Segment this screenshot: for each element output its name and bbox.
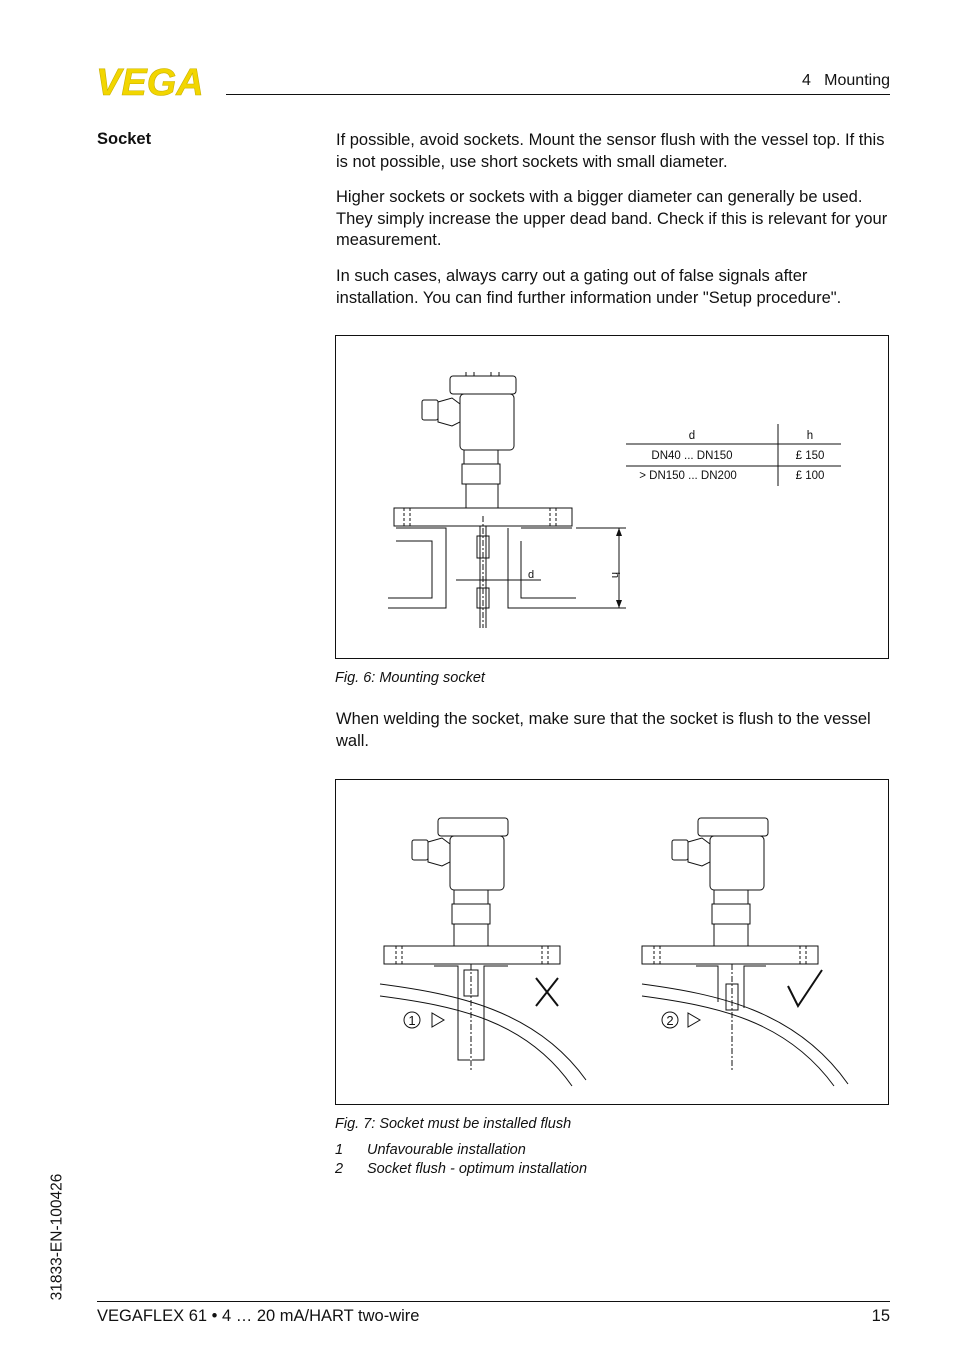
marker-2: 2 — [666, 1013, 674, 1028]
legend-item-1 — [335, 1142, 526, 1158]
figure-6-box — [335, 335, 889, 659]
legend-text: Unfavourable installation — [367, 1142, 526, 1158]
legend-text: Socket flush - optimum installation — [367, 1161, 588, 1177]
legend-number: 2 — [335, 1161, 344, 1177]
paragraph-4: When welding the socket, make sure that the socket is flush to the vessel wall. — [336, 710, 871, 750]
section-title: 4 Mounting — [801, 72, 890, 89]
footer-product: VEGAFLEX 61 • 4 … 20 mA/HART two-wire — [97, 1307, 420, 1325]
figure-6-caption: Fig. 6: Mounting socket — [335, 670, 485, 686]
table-cell-r1-d: DN40 ... DN150 — [651, 450, 733, 462]
legend-item-2 — [335, 1161, 587, 1177]
figure-7-caption: Fig. 7: Socket must be installed flush — [335, 1116, 572, 1132]
table-cell-r2-h: £ 100 — [795, 470, 825, 482]
marker-1: 1 — [408, 1013, 416, 1028]
paragraph-3: In such cases, always carry out a gating out of false signals after installation. You can find further information under "Setup procedure". — [336, 267, 842, 307]
dim-d-label: d — [528, 569, 535, 581]
side-heading: Socket — [97, 130, 152, 148]
dim-h-label: h — [609, 572, 621, 579]
figure-7-box — [335, 779, 889, 1105]
table-header-h: h — [806, 430, 814, 442]
paragraph-1: If possible, avoid sockets. Mount the sensor flush with the vessel top. If this is not possible, use short sockets with small diameter. — [336, 131, 885, 171]
header-rule — [226, 94, 890, 95]
legend-number: 1 — [335, 1142, 344, 1158]
document-id: 31833-EN-100426 — [48, 1173, 66, 1301]
mounting-socket-drawing — [336, 336, 888, 658]
page-number: 15 — [871, 1307, 890, 1325]
logo-text: VEGA — [96, 64, 204, 98]
socket-flush-drawing — [336, 780, 888, 1104]
table-cell-r1-h: £ 150 — [795, 450, 825, 462]
footer-rule — [97, 1301, 890, 1302]
vega-logo — [96, 64, 220, 98]
table-cell-r2-d: > DN150 ... DN200 — [639, 470, 737, 482]
paragraph-2: Higher sockets or sockets with a bigger diameter can generally be used. They simply increase the upper dead band. Check if this is relevant for your measurement. — [336, 188, 888, 249]
table-header-d: d — [688, 430, 696, 442]
